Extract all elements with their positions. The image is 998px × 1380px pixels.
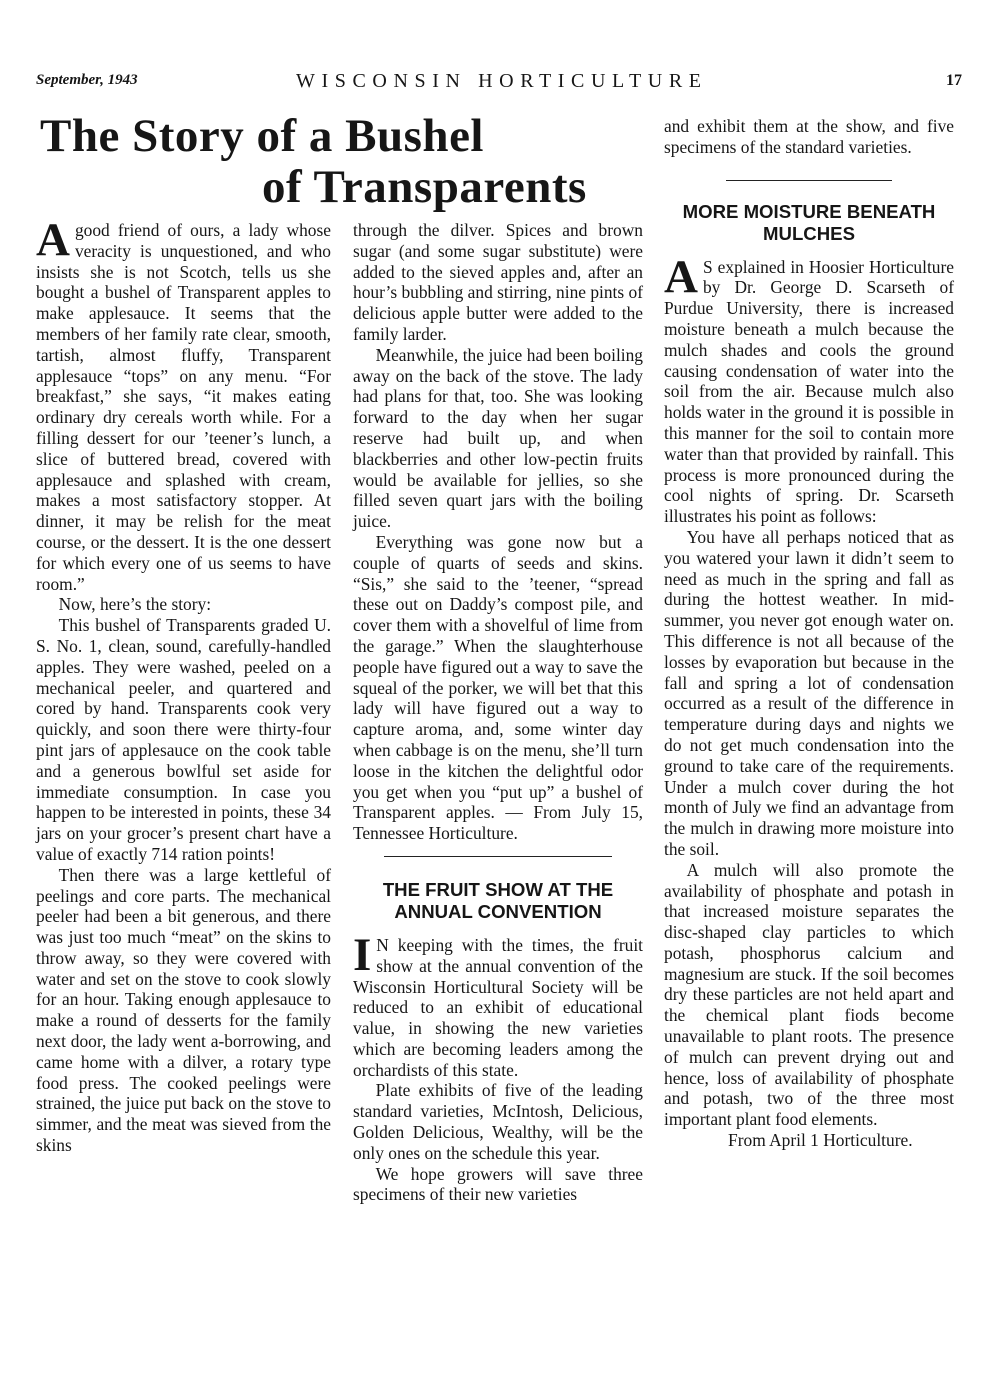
story-paragraph: Everything was gone now but a couple of quarts of seeds and skins. “Sis,” she said to the ’teener, “spread these out on Daddy’s compost pile, and cover them with a shovelful of lime from the garage.” When the slaughterhouse people have figured out a way to save the squeal of the porker, we will bet that this lady will have figured out a way to capture aroma, and, some winter day when cabbage is on the menu, she’ll turn loose in the kitchen the delightful odor you get when you “put up” a bushel of Transparent apples. — From July 15, Tennessee Horticulture.	[353, 531, 643, 844]
drop-cap: A	[664, 250, 698, 303]
story-paragraph: Now, here’s the story:	[58, 594, 212, 615]
story-paragraph: Meanwhile, the juice had been boiling away on the back of the stove. The lady had plans for that, too. She was looking forward to the day when her sugar reserve had built up, and when blackberries and other low-pectin fruits would be available for jellies, so she filled seven quart jars with the boiling juice.	[353, 344, 643, 532]
section-divider	[384, 856, 612, 857]
publication-title: WISCONSIN HORTICULTURE	[296, 70, 708, 92]
moisture-paragraph: You have all perhaps noticed that as you watered your lawn it didn’t seem to need as much in the spring and fall as during the hottest weather. In mid-summer, you never got enough water on. This difference is not all because of the losses by evaporation but because in the fall and spring a lot of condensation occurred as a result of the difference in temperature during days and nights we do not get much condensation into the ground to take care of the requirements. Under a mulch cover during the hot month of July we find an advantage from the mulch in drawing more moisture into the soil.	[664, 526, 954, 859]
fruit-show-paragraph: and exhibit them at the show, and five specimens of the standard varieties.	[664, 116, 954, 157]
fruit-show-paragraph-text: N keeping with the times, the fruit show at the annual convention of the Wisconsin Horticultural Society will be reduced to an exhibit of educational value, in showing the new varieties which are becoming leaders among the orchardists of this state.	[353, 934, 643, 1080]
fruit-show-paragraph: Plate exhibits of five of the leading standard varieties, McIntosh, Delicious, Golden Delicious, Wealthy, will be the only ones on the schedule this year.	[353, 1080, 643, 1163]
story-column-1	[36, 214, 331, 1156]
moisture-heading: MORE MOISTURE BENEATH MULCHES	[682, 200, 936, 244]
fruit-show-paragraph: We hope growers will save three specimens of their new varieties	[353, 1163, 643, 1205]
running-header	[36, 70, 962, 100]
moisture-paragraph	[664, 250, 954, 527]
story-paragraph: through the dilver. Spices and brown sugar (and some sugar substitute) were added to the sieved apples and, after an hour’s bubbling and stirring, nine pints of delicious apple butter were added to the family larder.	[353, 220, 643, 344]
fruit-show-heading: THE FRUIT SHOW AT THE ANNUAL CONVENTION	[382, 878, 614, 922]
story-headline-line1: The Story of a Bushel	[40, 110, 484, 162]
fruit-show-paragraph	[353, 928, 643, 1081]
story-paragraph-text: good friend of ours, a lady whose veracity is unquestioned, and who insists she is not Scotch, tells us she bought a bushel of Transparent apples to make applesauce. It seems that the members of her family rate clear, smooth, tartish, almost fluffy, Transparent applesauce “tops” on any menu. “For breakfast,” she says, “it makes eating ordinary dry cereals worth while. For a filling dessert for our ’teener’s lunch, a slice of buttered bread, covered with applesauce and splashed with cream, makes a most satisfactory stopper. At dinner, it may be relish for the meat course, or the dessert. It is the one dessert for which every one of us seems to have room.”	[36, 220, 331, 594]
drop-cap: A	[36, 214, 70, 266]
source-credit: From April 1 Horticulture.	[728, 1130, 913, 1151]
story-paragraph: Then there was a large kettleful of peelings and core parts. The mechanical peeler had been a bit generous, and there was just too much “meat” on the skins to throw away, so they were covered with water and set on the stove to cook slowly for an hour. Taking enough applesauce to make a round of desserts for the family next door, the lady went a-borrowing, and came home with a dilver, a rotary type food press. The cooked peelings were strained, the juice put back on the stove to simmer, and the meat was sieved from the skins	[36, 864, 331, 1156]
story-paragraph	[36, 214, 331, 594]
story-paragraph: This bushel of Transparents graded U. S. No. 1, clean, sound, carefully-handled apples. They were washed, peeled on a mechanical peeler, and quartered and cored by hand. Transparents cook very quickly, and soon there were thirty-four pint jars of applesauce on the cook table and a generous bowlful set aside for immediate consumption. In case you happen to be interested in points, these 34 jars on your grocer’s present chart have a value of exactly 714 ration points!	[36, 615, 331, 864]
moisture-paragraph: A mulch will also promote the availability of phosphate and potash in that increased moisture separates the disc-shaped clay particles to which potash, phosphorus calcium and magnesium are stuck. If the soil becomes dry these particles are not held apart and the chemical plant fiods become unavailable to plant roots. The presence of mulch can prevent drying out and hence, loss of availability of phosphate and potash, two of the three most important plant food elements.	[664, 859, 954, 1130]
column-3	[664, 116, 954, 1151]
moisture-paragraph-text: S explained in Hoosier Horticulture by Dr. George D. Scarseth of Purdue University, there is increased moisture beneath a mulch because the mulch shades and cools the ground causing condensation of water into the soil from the air. Because mulch also holds water in the ground it is possible in this manner for the soil to contain more water than that provided by rainfall. This process is more pronounced during the cool nights of spring. Dr. Scarseth illustrates his point as follows:	[664, 256, 954, 527]
story-headline-line2: of Transparents	[262, 161, 587, 213]
section-divider	[726, 180, 892, 181]
drop-cap: I	[353, 928, 372, 981]
story-column-2	[353, 220, 643, 1205]
issue-date: September, 1943	[36, 72, 138, 88]
page-number: 17	[946, 72, 962, 89]
